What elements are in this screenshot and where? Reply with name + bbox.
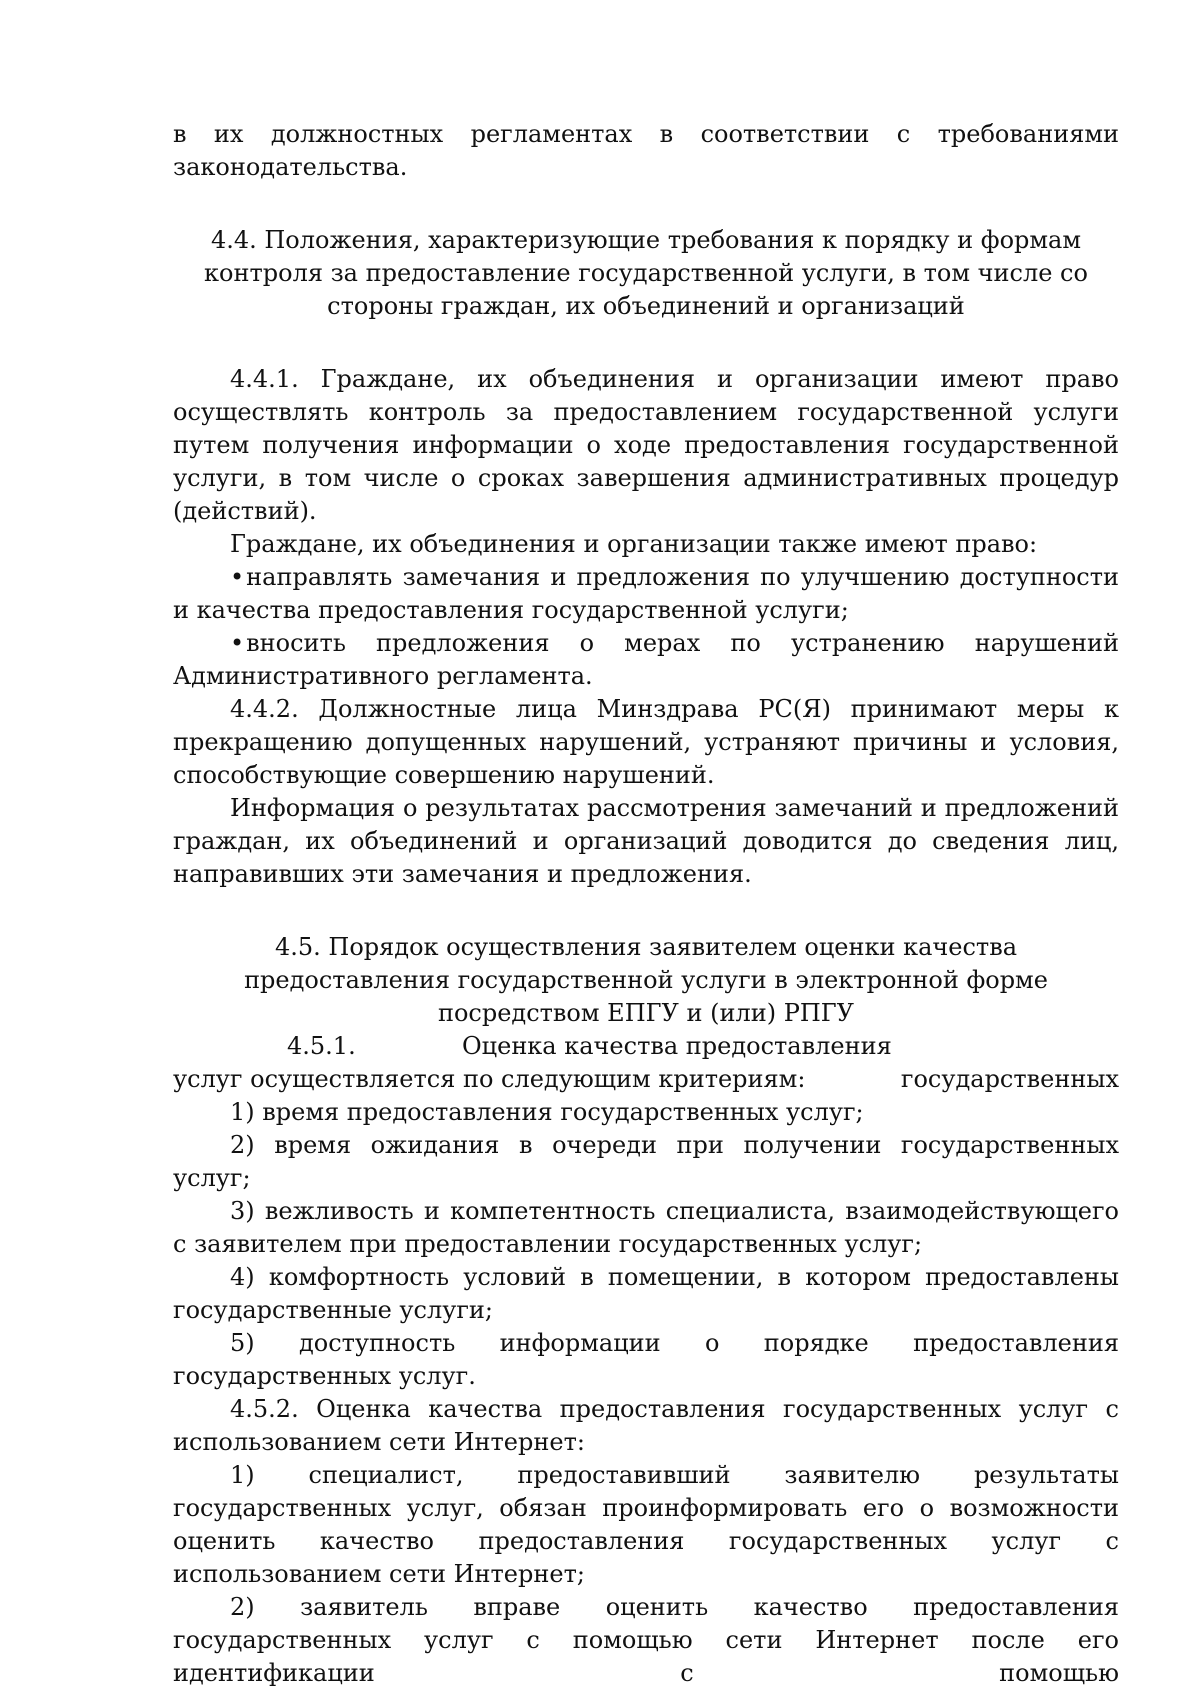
paragraph-4-4-2: 4.4.2. Должностные лица Минздрава РС(Я) принимают меры к прекращению допущенных нарушений, устраняют причины и условия, способствующие совершению нарушений. bbox=[173, 695, 1119, 789]
paragraph-4-5-1-continuation: услуг осуществляется по следующим критериям: bbox=[173, 1065, 806, 1093]
bullet-item-1-text: направлять замечания и предложения по улучшению доступности и качества предоставления государственной услуги; bbox=[173, 563, 1119, 624]
internet-item-1: 1) специалист, предоставивший заявителю результаты государственных услуг, обязан проинформировать его о возможности оценить качество предоставления государственных услуг с использованием сети Интернет; bbox=[173, 1461, 1119, 1588]
paragraph-4-4-1: 4.4.1. Граждане, их объединения и организации имеют право осуществлять контроль за предоставлением государственной услуги путем получения информации о ходе предоставления государственной услуги, в том числе о сроках завершения административных процедур (действий). bbox=[173, 365, 1119, 525]
criteria-item-2: 2) время ожидания в очереди при получении государственных услуг; bbox=[173, 1131, 1119, 1192]
section-4-5-heading: 4.5. Порядок осуществления заявителем оценки качества предоставления государственной услуги в электронной форме посредством ЕПГУ и (или) РПГУ bbox=[244, 933, 1048, 1027]
paragraph-info: Информация о результатах рассмотрения замечаний и предложений граждан, их объединений и организаций доводится до сведения лиц, направивших эти замечания и предложения. bbox=[173, 794, 1119, 888]
criteria-item-1: 1) время предоставления государственных услуг; bbox=[230, 1098, 864, 1126]
section-4-4-heading: 4.4. Положения, характеризующие требования к порядку и формам контроля за предоставление государственной услуги, в том числе со стороны граждан, их объединений и организаций bbox=[204, 226, 1088, 320]
criteria-item-3: 3) вежливость и компетентность специалиста, взаимодействующего с заявителем при предоставлении государственных услуг; bbox=[173, 1197, 1119, 1258]
internet-item-2: 2) заявитель вправе оценить качество предоставления государственных услуг с помощью сети Интернет после его идентификации с помощью bbox=[173, 1593, 1119, 1687]
paragraph-4-5-1-number: 4.5.1. bbox=[287, 1032, 356, 1060]
intro-paragraph: в их должностных регламентах в соответствии с требованиями законодательства. bbox=[173, 120, 1119, 181]
document-page bbox=[173, 118, 1119, 1690]
bullet-icon: • bbox=[230, 563, 245, 591]
criteria-item-4: 4) комфортность условий в помещении, в котором предоставлены государственные услуги; bbox=[173, 1263, 1119, 1324]
criteria-item-5: 5) доступность информации о порядке предоставления государственных услуг. bbox=[173, 1329, 1119, 1390]
paragraph-4-5-1-text: Оценка качества предоставления bbox=[462, 1032, 892, 1060]
paragraph-4-5-1-word: государственных bbox=[900, 1065, 1119, 1093]
paragraph-rights: Граждане, их объединения и организации также имеют право: bbox=[230, 530, 1038, 558]
bullet-icon: • bbox=[230, 629, 245, 657]
paragraph-4-5-2: 4.5.2. Оценка качества предоставления государственных услуг с использованием сети Интернет: bbox=[173, 1395, 1119, 1456]
bullet-item-2-text: вносить предложения о мерах по устранению нарушений Административного регламента. bbox=[173, 629, 1119, 690]
bullet-item-2 bbox=[173, 627, 1119, 693]
bullet-item-1 bbox=[173, 561, 1119, 627]
